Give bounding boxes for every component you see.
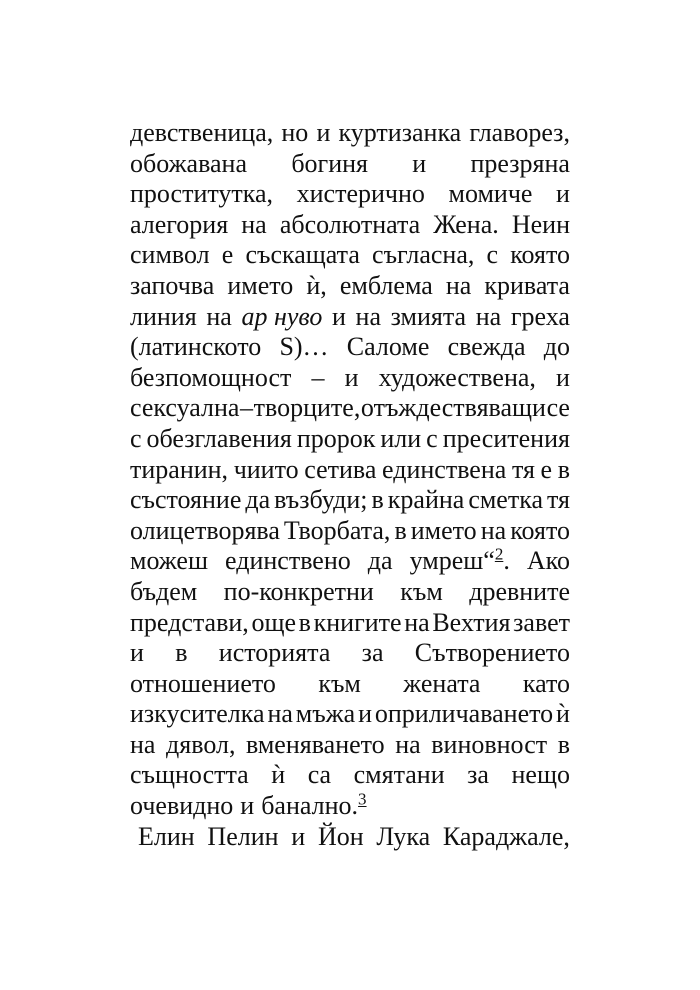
word: която [510,240,570,270]
word: абсолютната [279,209,421,239]
word: да [245,485,271,515]
word: художествена, [378,362,536,392]
word: в [371,485,384,515]
text-line [130,455,570,486]
word: обезглавения [146,423,292,453]
word: Пелин [207,821,279,851]
word: с [130,423,142,453]
word: но [281,118,309,147]
word: чиито [233,454,299,484]
word: Неин [511,209,570,239]
word: Йон [317,821,364,851]
text-line [130,118,570,149]
word: греха [510,301,570,331]
word: сметка [468,485,543,515]
word: на [395,729,421,759]
word: ѝ [556,699,570,729]
word: и [316,118,331,147]
word: Вехтия [432,607,511,637]
word: девственица, [130,118,274,147]
word: и [556,362,570,392]
word: сетива [304,454,377,484]
word: името [410,515,477,545]
word: свежда [447,332,526,362]
word: – [240,393,254,423]
word: (латинското [130,332,262,362]
word: и [331,301,346,331]
word: започва [130,270,215,300]
word: линия [130,301,197,331]
word: същността [130,760,249,790]
word: на [267,699,293,729]
word: смятани [353,760,445,790]
word: безпомощност [130,362,292,392]
word: древните [469,576,570,606]
word: мъжа [295,699,356,729]
word: на [404,607,430,637]
word: към [400,576,443,606]
word: на [355,301,381,331]
word: се [546,393,570,423]
word: и [412,148,427,178]
word: на [475,301,502,331]
italic-term: ар нуво [241,301,323,331]
word: на [206,301,232,331]
word: пророк [296,423,376,453]
word: съгласна, [372,240,475,270]
word: виновност [431,729,548,759]
text-line [130,638,570,669]
word: S)… [279,332,329,362]
word: ѝ, [306,270,327,300]
text-line [130,271,570,302]
text-line [130,485,570,516]
word: на [130,729,156,759]
word: с [426,423,438,453]
word: и [556,179,570,209]
word: очевидно [130,791,234,821]
word: куртизанка [338,118,462,147]
word: Елин [138,821,195,851]
word: към [318,668,361,698]
word: Лука [376,821,431,851]
word: творците, [253,393,361,423]
word: на [241,209,267,239]
word: обожавана [130,148,248,178]
word: вменяването [246,729,385,759]
text-line [130,608,570,639]
word: преситения [442,423,570,453]
text-line [130,332,570,363]
word: възбуди; [274,485,368,515]
word: умреш“$^2$. [409,544,510,576]
word: – [311,362,325,392]
body-text [130,118,570,852]
word: и [130,638,144,668]
word: в [557,729,570,759]
word: олицетворява [130,515,280,545]
text-line [130,669,570,700]
word: момиче [448,179,533,209]
word: състояние [130,485,242,515]
word: единствена [382,454,507,484]
word: като [522,668,570,698]
footnote-ref[interactable]: 3 [358,789,367,809]
word: книгите [313,607,402,637]
word: жената [403,668,481,698]
word: на [480,515,507,545]
word: проститутка, [130,179,274,209]
text-line [130,149,570,180]
word: в [298,607,311,637]
word: и [240,791,255,821]
word: за [467,760,489,790]
word: богиня [291,148,368,178]
footnote-ref[interactable]: 2 [494,544,504,564]
word: емблема [339,270,433,300]
word: тя [511,454,535,484]
word: главорез, [469,118,570,147]
word: алегория [130,209,229,239]
word: символ [130,240,210,270]
word: още [251,607,297,637]
word: сексуална [130,393,240,423]
word: представи, [130,607,249,637]
word: Творбата, [283,515,391,545]
word: дявол, [166,729,236,759]
word: презряна [470,148,570,178]
word: змията [390,301,467,331]
word: която [510,515,570,545]
word: Сътворението [414,638,570,668]
text-line [130,546,570,577]
text-line [130,302,570,333]
text-line [130,699,570,730]
text-line [130,393,570,424]
word: отъждествяващи [360,393,546,423]
word: и [358,699,372,729]
text-line [130,516,570,547]
word: в [557,454,570,484]
word: на [445,270,472,300]
word: съскащата [245,240,360,270]
word: можеш [130,546,208,576]
text-line [130,577,570,608]
text-line [130,730,570,761]
text-line [130,822,570,853]
word: завет [513,607,570,637]
word: Жена. [433,209,499,239]
text-line [130,240,570,271]
text-line [130,424,570,455]
word: за [361,638,384,668]
word: кривата [484,270,570,300]
word: или [380,423,422,453]
word: хистерично [296,179,425,209]
word: е [540,454,553,484]
word: ѝ [271,760,286,790]
word: името [227,270,294,300]
word: отношението [130,668,276,698]
text-line [130,179,570,210]
word: и [344,362,359,392]
text-line [130,210,570,241]
word: оприличаването [374,699,554,729]
word: бъдем [130,576,198,606]
word: изкусителка [130,699,265,729]
word: историята [218,638,331,668]
word: в [394,515,407,545]
word: са [307,760,332,790]
word: тиранин, [130,454,229,484]
text-line [130,760,570,791]
word: Караджале, [442,821,570,851]
word: и [291,821,306,851]
text-line [130,791,570,822]
text-line [130,363,570,394]
word: крайна [387,485,465,515]
word: е [221,240,234,270]
word: до [543,332,570,362]
word: да [367,546,393,576]
word: по-конкретни [223,576,374,606]
word: нещо [511,760,570,790]
word: тя [547,485,570,515]
word: в [175,638,188,668]
word: с [486,240,499,270]
word: единствено [225,546,351,576]
word: банално.$^3$ [261,789,367,821]
word: Ако [526,546,570,576]
word: Саломе [346,332,430,362]
